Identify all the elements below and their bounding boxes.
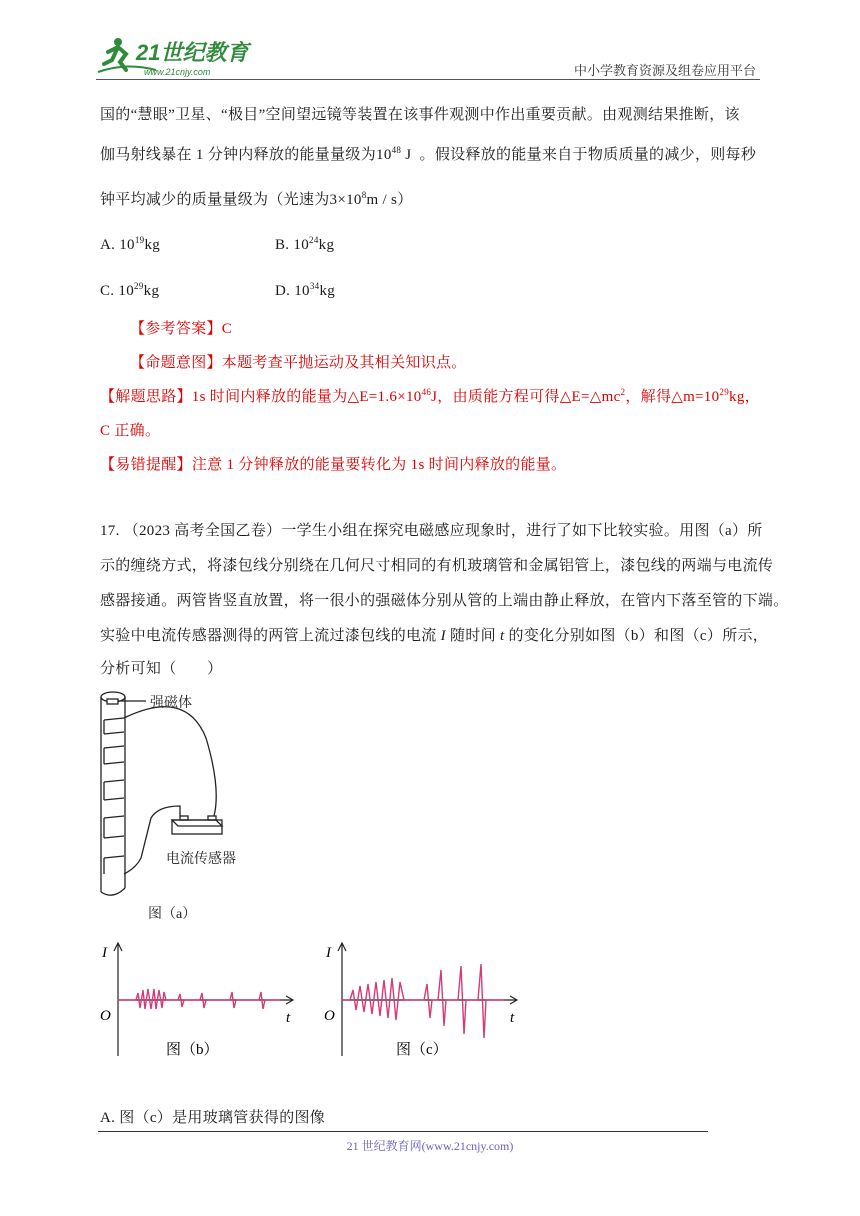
current-sensor (172, 820, 222, 834)
axis-label-t: t (286, 1010, 291, 1026)
light-speed: $3\times 10^8m / s$ (329, 190, 398, 208)
sensor-label: 电流传感器 (166, 850, 236, 866)
q16-line3: 钟平均减少的质量量级为（光速为$3\times 10^8m / s$） (100, 190, 413, 208)
q17-line5: 分析可知（ ） (100, 661, 223, 677)
origin-label: O (324, 1008, 335, 1024)
q16-line1: 国的“慧眼”卫星、“极目”空间望远镜等装置在该事件观测中作出重要贡献。由观测结果推断，该 (100, 107, 740, 123)
logo-text: 21世纪教育 (136, 40, 249, 65)
option-c[interactable]: C. $10^{29}kg$ (100, 281, 160, 299)
figure-c-caption: 图（c） (396, 1042, 448, 1058)
axis-label-I: I (326, 945, 331, 961)
figure-a-apparatus (96, 688, 276, 928)
answer-text: 【参考答案】C (130, 321, 233, 337)
tip-text: 【易错提醒】注意 1 分钟释放的能量要转化为 1s 时间内释放的能量。 (100, 457, 567, 473)
axis-label-t: t (510, 1010, 515, 1026)
logo-url: www.21cnjy.com (144, 67, 211, 77)
q17-line1: 17. （2023 高考全国乙卷）一学生小组在探究电磁感应现象时，进行了如下比较实验。用图（a）所 (100, 523, 763, 539)
figure-b-caption: 图（b） (166, 1042, 219, 1058)
option-d[interactable]: D. $10^{34}kg$ (275, 281, 336, 299)
figure-c-graph (320, 938, 530, 1063)
sensor-box-top (172, 820, 222, 826)
figure-a-caption: 图（a） (148, 907, 197, 922)
q16-line2 (100, 145, 757, 163)
footer-text[interactable]: 21 世纪教育网(www.21cnjy.com) (346, 1139, 514, 1153)
header-divider (96, 79, 760, 80)
magnet-label: 强磁体 (150, 694, 192, 710)
figure-b-graph (96, 938, 306, 1063)
signal-b (118, 989, 280, 1009)
footer-divider (98, 1131, 708, 1132)
signal-c (342, 964, 504, 1038)
origin-label: O (100, 1008, 111, 1024)
option-b[interactable]: B. $10^{24}kg$ (275, 235, 335, 253)
q17-line4: 实验中电流传感器测得的两管上流过漆包线的电流 I 随时间 t 的变化分别如图（b）和图（c）所示， (100, 628, 769, 644)
header-platform-text: 中小学教育资源及组卷应用平台 (573, 63, 756, 78)
site-logo (96, 32, 266, 80)
q16-line2-a: 伽马射线暴在 1 分钟内释放的能量量级为 (100, 147, 377, 163)
solution-line1: 【解题思路】1s 时间内释放的能量为$\triangle E=1.6\times 10^{46}J$，由质能方程可得$\triangle E=\triangle mc^2$，解得$\triangle m=10^{29}kg$， (100, 387, 760, 405)
solution-line2: C 正确。 (100, 423, 161, 439)
q17-line2: 示的缠绕方式，将漆包线分别绕在几何尺寸相同的有机玻璃管和金属铝管上，漆包线的两端与电流传 (100, 558, 774, 574)
q17-line3: 感器接通。两管皆竖直放置，将一很小的强磁体分别从管的上端由静止释放，在管内下落至管的下端。 (100, 593, 789, 609)
option-a[interactable]: A. $10^{19}kg$ (100, 235, 161, 253)
q16-line2-b: 。假设释放的能量来自于物质质量的减少，则每秒 (419, 147, 757, 163)
q17-option-a[interactable]: A. 图（c）是用玻璃管获得的图像 (100, 1110, 326, 1126)
intent-text: 【命题意图】本题考查平抛运动及其相关知识点。 (130, 355, 467, 371)
axis-label-I: I (102, 945, 107, 961)
magnet (107, 699, 118, 704)
energy-value: $10^{48}$ J (376, 145, 412, 163)
